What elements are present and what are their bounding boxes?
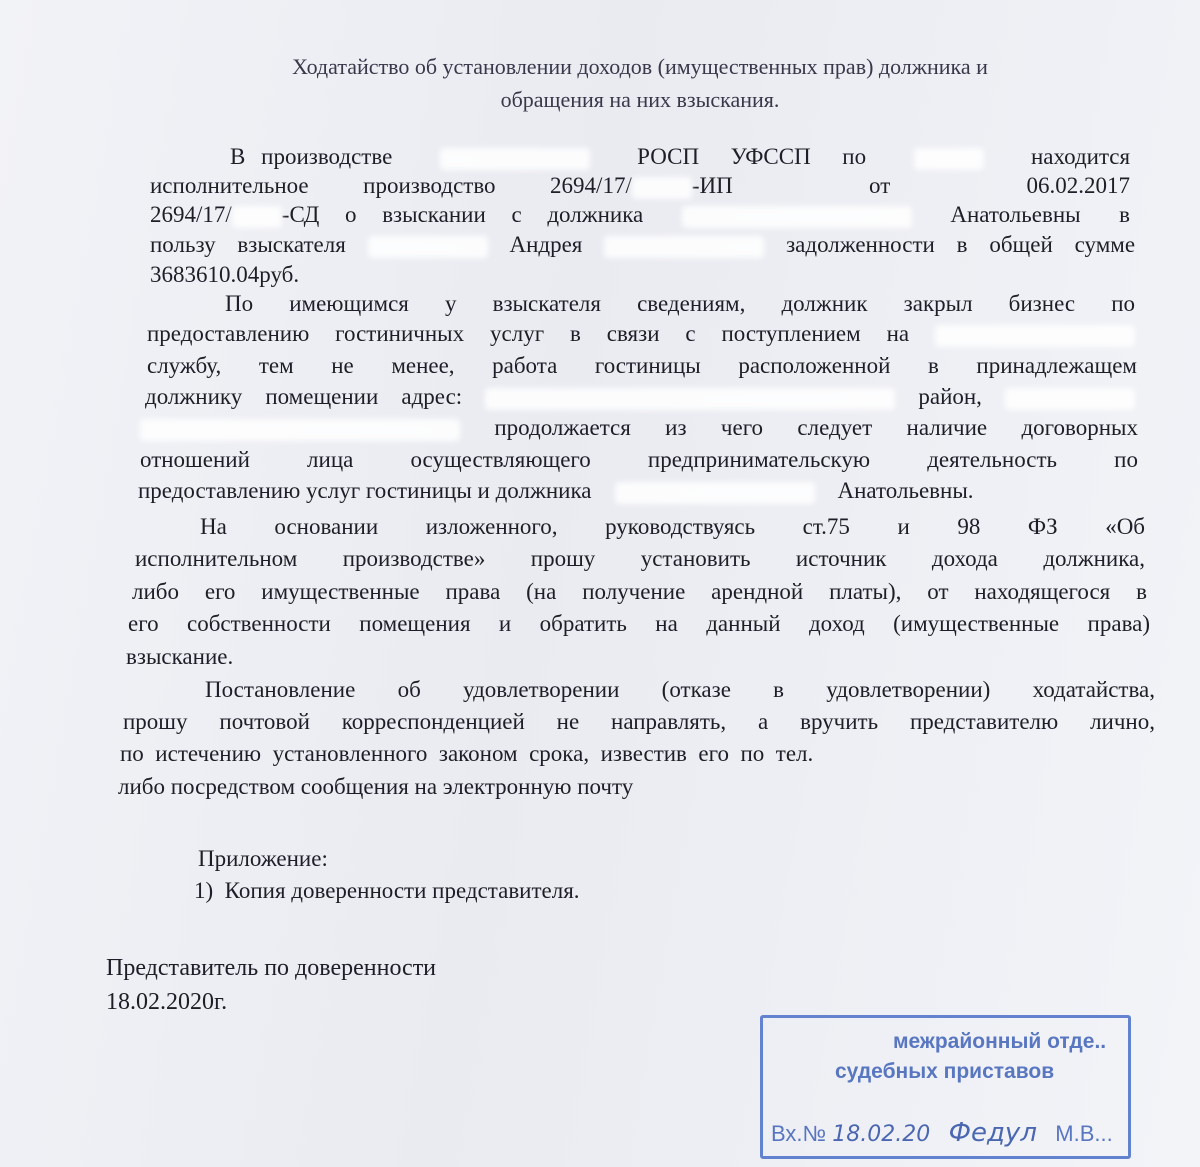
para4-line-3: по истечению установленного законом срока, известив его по тел. (120, 741, 814, 766)
attachment-item-1: 1) Копия доверенности представителя. (194, 878, 580, 903)
para2-line-1: По имеющимся у взыскателя сведениям, должник закрыл бизнес по (225, 291, 1135, 316)
para1-line-1: В производстве РОСП УФССП по находится (230, 144, 1131, 169)
redaction (682, 206, 912, 228)
stamp-handwritten-signature: Федул (948, 1118, 1037, 1148)
para3-line-2: исполнительном производстве» прошу установить источник дохода должника, (135, 546, 1145, 571)
para4-line-2: прошу почтовой корреспонденцией не направлять, а вручить представителю лично, (123, 709, 1155, 734)
title-line-1: Ходатайство об установлении доходов (имущественных прав) должника и (292, 54, 988, 79)
para2-line-6: отношений лица осуществляющего предпринимательскую деятельность по (140, 447, 1138, 472)
stamp-suffix: М.В... (1055, 1121, 1113, 1146)
redaction (140, 419, 460, 441)
redaction (368, 236, 488, 258)
para3-line-4: его собственности помещения и обратить на данный доход (имущественные права) (128, 611, 1150, 636)
redaction (1005, 388, 1135, 410)
signature-date: 18.02.2020г. (106, 989, 228, 1015)
para1-line-2: исполнительное производство 2694/17/ -ИП от 06.02.2017 (150, 173, 1131, 198)
stamp-prefix: Вх.№ (771, 1121, 827, 1146)
para2-line-3: службу, тем не менее, работа гостиницы расположенной в принадлежащем (147, 353, 1137, 378)
stamp-line-1: межрайонный отде.. (893, 1030, 1107, 1053)
para1-line-5: 3683610.04руб. (150, 262, 300, 287)
redaction (604, 236, 764, 258)
title-line-2: обращения на них взыскания. (500, 87, 780, 112)
para1-line-4: пользу взыскателя Андрея задолженности в общей сумме (150, 232, 1136, 257)
redaction (935, 325, 1135, 347)
incoming-stamp (760, 1015, 1131, 1159)
para2-line-5: продолжается из чего следует наличие договорных (140, 414, 1138, 442)
para4-line-1: Постановление об удовлетворении (отказе в удовлетворении) ходатайства, (205, 677, 1155, 702)
para2-line-7: предоставлению услуг гостиницы и должника Анатольевны. (138, 478, 974, 503)
para2-line-4: должнику помещении адрес: район, (145, 383, 1135, 411)
redaction (440, 148, 590, 170)
stamp-handwritten-date: 18.02.20 (832, 1122, 931, 1147)
signature-role: Представитель по доверенности (106, 955, 437, 981)
para2-line-2: предоставлению гостиничных услуг в связи с поступлением на (147, 320, 1135, 348)
para3-line-5: взыскание. (126, 644, 234, 669)
para3-line-1: На основании изложенного, руководствуясь ст.75 и 98 ФЗ «Об (200, 514, 1145, 539)
redaction (632, 177, 692, 199)
attachments-heading: Приложение: (198, 846, 328, 871)
redaction (914, 148, 984, 170)
redaction (485, 388, 895, 410)
para3-line-3: либо его имущественные права (на получение арендной платы), от находящегося в (132, 579, 1147, 604)
stamp-line-3 (771, 1118, 1113, 1148)
redaction (232, 206, 282, 228)
para1-line-3: 2694/17/ -СД о взыскании с должника Анатольевны в (150, 202, 1130, 227)
para4-line-4: либо посредством сообщения на электронную почту (118, 774, 634, 799)
stamp-line-2: судебных приставов (835, 1060, 1055, 1083)
document-title (150, 50, 1130, 116)
redaction (615, 482, 815, 504)
